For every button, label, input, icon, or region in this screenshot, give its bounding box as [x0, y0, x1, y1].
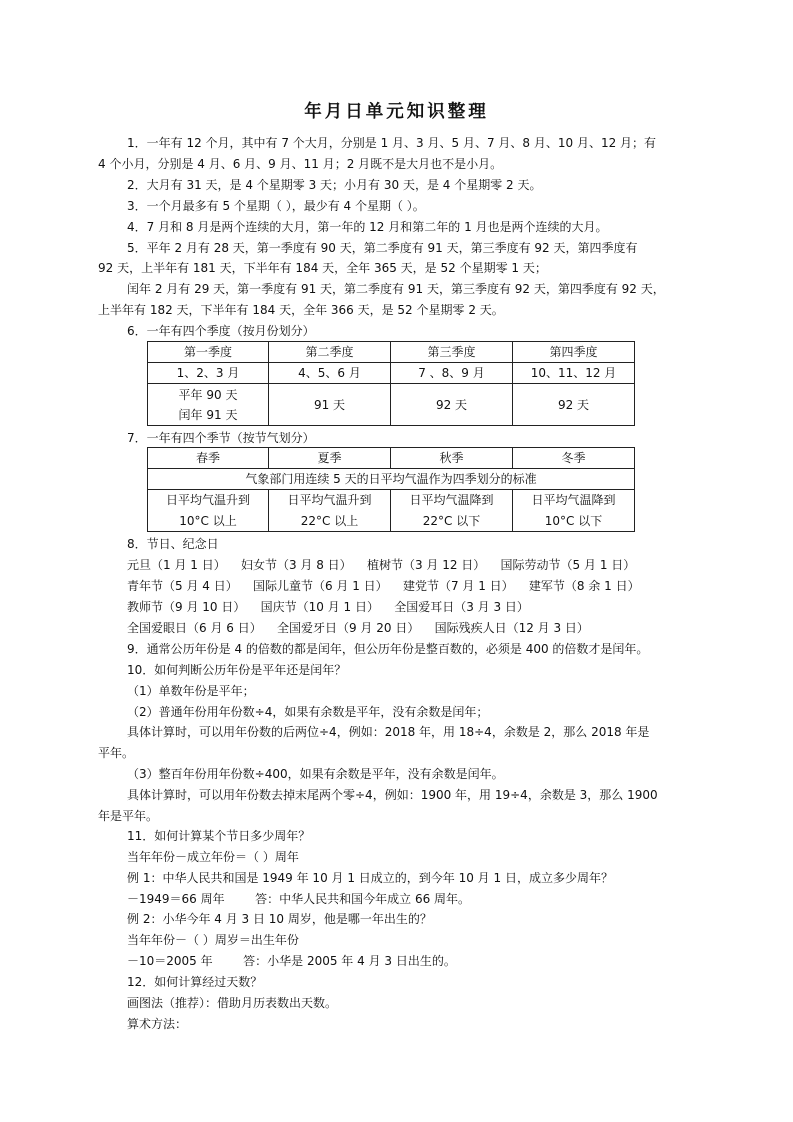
item-10-example-2-line-1: 具体计算时，可以用年份数去掉末尾两个零÷4，例如：1900 年，用 19÷4，余数是 3，那么 1900	[127, 788, 658, 802]
item-11-example-1: 例 1：中华人民共和国是 1949 年 10 月 1 日成立的，到今年 10 月 1 日，成立多少周年？	[127, 871, 613, 885]
quarter-days: 92 天	[391, 384, 513, 426]
season-header: 春季	[148, 448, 269, 469]
quarter-days: 92 天	[513, 384, 635, 426]
season-header: 夏季	[269, 448, 391, 469]
item-10-example-1-line-2: 平年。	[98, 746, 135, 760]
season-header: 冬季	[513, 448, 635, 469]
item-12-method-1: 画图法（推荐）：借助月历表数出天数。	[127, 996, 338, 1010]
quarter-months: 1、2、3 月	[148, 363, 269, 384]
days-leap-year: 闰年 91 天	[178, 407, 238, 422]
item-8: 8．节日、纪念日	[127, 537, 219, 551]
item-11: 11．如何计算某个节日多少周年？	[127, 829, 311, 843]
item-10-rule-1: （1）单数年份是平年；	[127, 684, 255, 698]
holiday-line: 青年节（5 月 4 日） 国际儿童节（6 月 1 日） 建党节（7 月 1 日） 建军节（8 余 1 日）	[127, 579, 640, 593]
item-1-line-2: 4 个小月，分别是 4 月、6 月、9 月、11 月；2 月既不是大月也不是小月。	[98, 157, 503, 171]
item-5-line-3: 闰年 2 月有 29 天，第一季度有 91 天，第二季度有 91 天，第三季度有 92 天，第四季度有 92 天，	[127, 282, 665, 296]
item-11-formula: 当年年份－成立年份＝（ ）周年	[127, 850, 299, 864]
item-2: 2．大月有 31 天，是 4 个星期零 3 天；小月有 30 天，是 4 个星期零 2 天。	[127, 178, 542, 192]
condition-line-2: 22°C 以上	[300, 514, 359, 528]
days-common-year: 平年 90 天	[178, 387, 238, 402]
item-9: 9．通常公历年份是 4 的倍数的都是闰年，但公历年份是整百数的，必须是 400 的倍数才是闰年。	[127, 642, 649, 656]
season-condition	[269, 490, 391, 532]
quarter-days: 91 天	[269, 384, 391, 426]
item-10-rule-2: （2）普通年份用年份数÷4，如果有余数是平年，没有余数是闰年；	[127, 705, 489, 719]
condition-line-1: 日平均气温降到	[409, 493, 494, 507]
condition-line-2: 10°C 以上	[179, 514, 237, 528]
holiday-line: 教师节（9 月 10 日） 国庆节（10 月 1 日） 全国爱耳日（3 月 3 日）	[127, 600, 529, 614]
item-11-answer-2: －10＝2005 年 答：小华是 2005 年 4 月 3 日出生的。	[127, 954, 456, 968]
item-12: 12．如何计算经过天数？	[127, 975, 263, 989]
item-11-formula-2: 当年年份－（ ）周岁＝出生年份	[127, 933, 299, 947]
season-condition	[391, 490, 513, 532]
season-standard: 气象部门用连续 5 天的日平均气温作为四季划分的标准	[148, 469, 635, 490]
quarter-months: 7 、8、9 月	[391, 363, 513, 384]
quarter-header: 第四季度	[513, 342, 635, 363]
season-condition	[148, 490, 269, 532]
item-1-line-1: 1．一年有 12 个月，其中有 7 个大月，分别是 1 月、3 月、5 月、7 月、8 月、10 月、12 月；有	[127, 136, 657, 150]
item-5-line-2: 92 天，上半年有 181 天，下半年有 184 天，全年 365 天，是 52 个星期零 1 天；	[98, 261, 547, 275]
quarter-header: 第二季度	[269, 342, 391, 363]
quarter-months: 4、5、6 月	[269, 363, 391, 384]
quarter-header: 第一季度	[148, 342, 269, 363]
condition-line-1: 日平均气温降到	[531, 493, 616, 507]
item-12-method-2: 算术方法：	[127, 1017, 188, 1031]
item-11-example-2: 例 2：小华今年 4 月 3 日 10 周岁，他是哪一年出生的？	[127, 912, 432, 926]
seasons-table	[147, 447, 635, 532]
condition-line-2: 10°C 以下	[544, 514, 603, 528]
season-condition	[513, 490, 635, 532]
item-5-line-4: 上半年有 182 天，下半年有 184 天，全年 366 天，是 52 个星期零 2 天。	[98, 303, 504, 317]
item-10: 10．如何判断公历年份是平年还是闰年？	[127, 663, 347, 677]
holiday-line: 元旦（1 月 1 日） 妇女节（3 月 8 日） 植树节（3 月 12 日） 国际劳动节（5 月 1 日）	[127, 558, 636, 572]
quarters-table	[147, 341, 635, 426]
quarter-days-first	[148, 384, 269, 426]
item-5-line-1: 5．平年 2 月有 28 天，第一季度有 90 天，第二季度有 91 天，第三季度有 92 天，第四季度有	[127, 241, 638, 255]
condition-line-1: 日平均气温升到	[165, 493, 250, 507]
item-10-example-1-line-1: 具体计算时，可以用年份数的后两位÷4，例如：2018 年，用 18÷4，余数是 2，那么 2018 年是	[127, 725, 650, 739]
condition-line-1: 日平均气温升到	[287, 493, 372, 507]
item-3: 3．一个月最多有 5 个星期（ ），最少有 4 个星期（ ）。	[127, 199, 425, 213]
season-header: 秋季	[391, 448, 513, 469]
item-6: 6．一年有四个季度（按月份划分）	[127, 324, 315, 338]
page-title: 年月日单元知识整理	[304, 102, 489, 122]
item-10-example-2-line-2: 年是平年。	[98, 809, 159, 823]
holiday-line: 全国爱眼日（6 月 6 日） 全国爱牙日（9 月 20 日） 国际残疾人日（12 月 3 日）	[127, 621, 589, 635]
item-7: 7．一年有四个季节（按节气划分）	[127, 431, 315, 445]
quarter-months: 10、11、12 月	[513, 363, 635, 384]
item-10-rule-3: （3）整百年份用年份数÷400，如果有余数是平年，没有余数是闰年。	[127, 767, 504, 781]
item-11-answer-1: －1949＝66 周年 答：中华人民共和国今年成立 66 周年。	[127, 892, 471, 906]
condition-line-2: 22°C 以下	[422, 514, 481, 528]
quarter-header: 第三季度	[391, 342, 513, 363]
item-4: 4．7 月和 8 月是两个连续的大月，第一年的 12 月和第二年的 1 月也是两个连续的大月。	[127, 220, 608, 234]
